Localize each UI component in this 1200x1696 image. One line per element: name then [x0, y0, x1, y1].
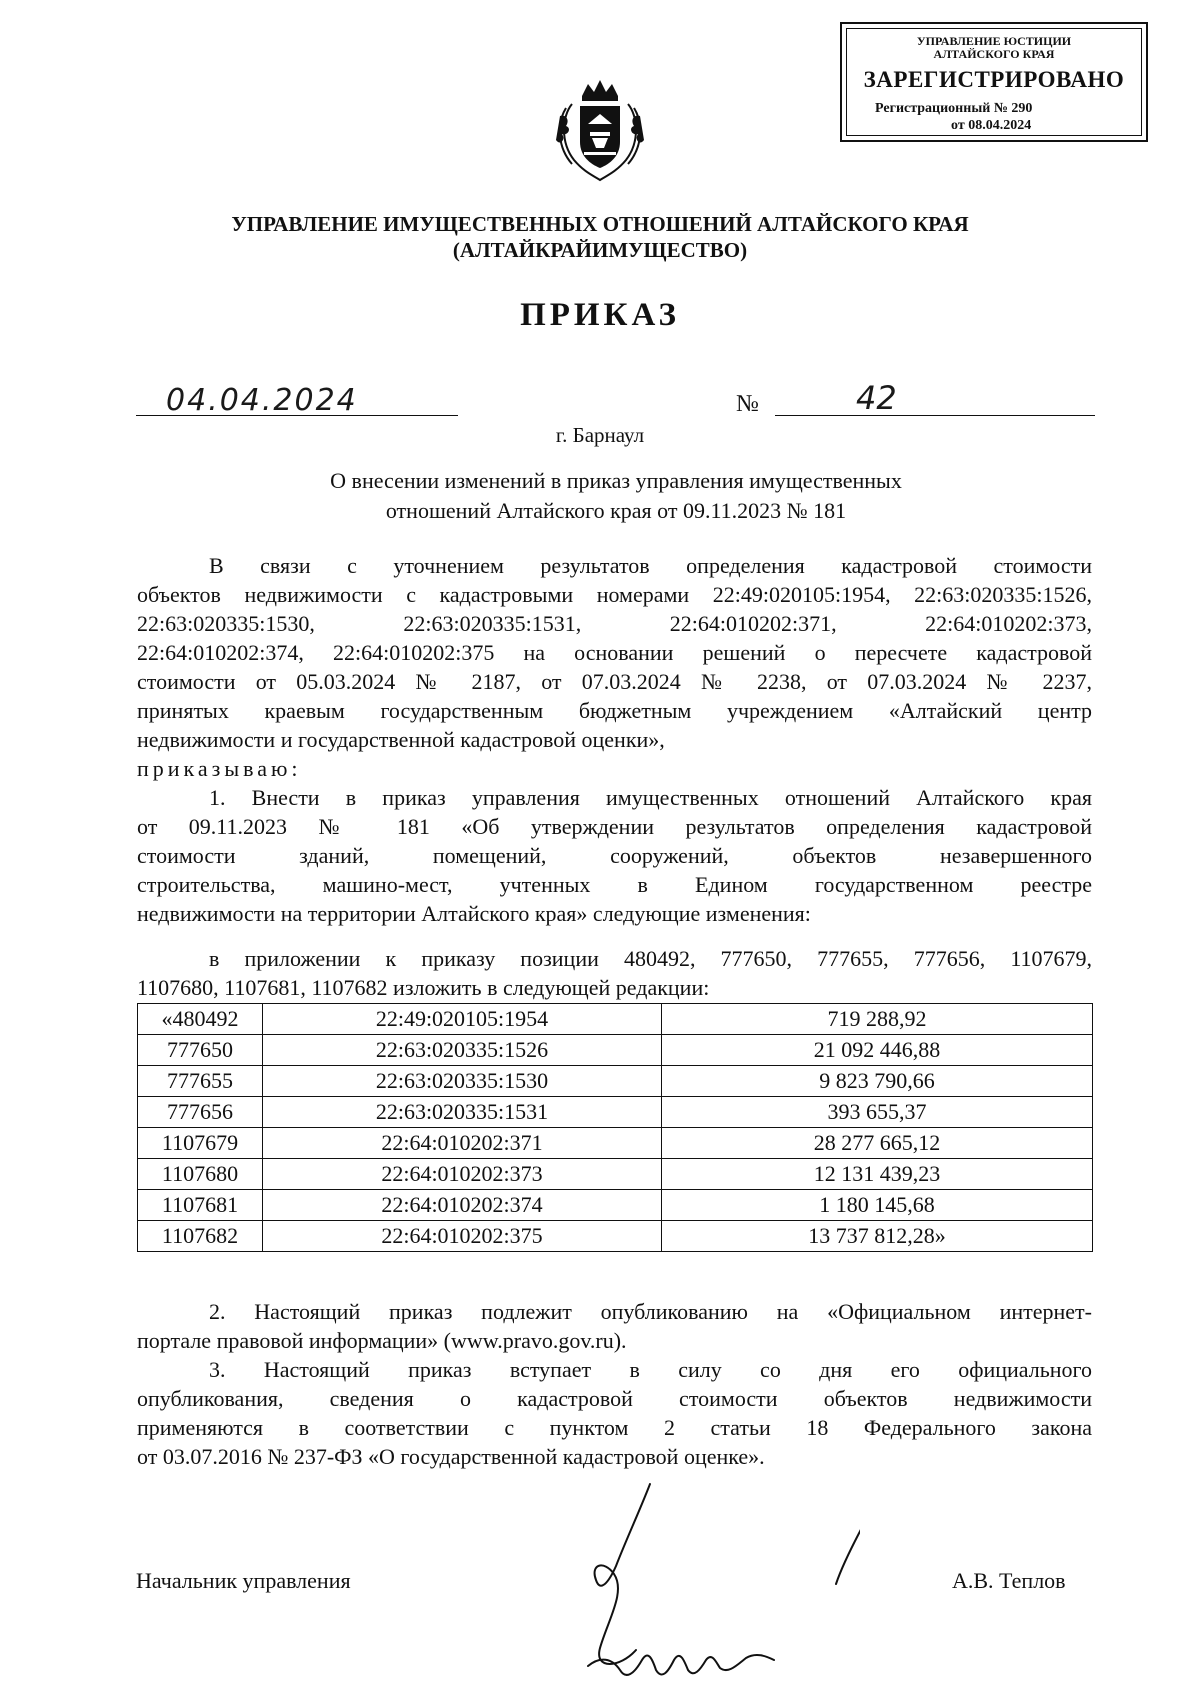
table-row — [138, 1035, 1093, 1066]
table-row — [138, 1190, 1093, 1221]
cadastral-number-cell: 22:64:010202:375 — [263, 1221, 662, 1252]
position-cell: 1107679 — [138, 1128, 263, 1159]
item-2-line2: портале правовой информации» (www.pravo.gov.ru). — [137, 1328, 627, 1353]
signatory-role: Начальник управления — [136, 1568, 351, 1593]
position-cell: «480492 — [138, 1004, 263, 1035]
item-1-sub-line1: в приложении к приказу позиции 480492, 777650, 777655, 777656, 1107679, — [209, 946, 1092, 971]
paragraph-1-line2: объектов недвижимости с кадастровыми номерами 22:49:020105:1954, 22:63:020335:1526, — [137, 582, 1092, 607]
item-1-line5: недвижимости на территории Алтайского края» следующие изменения: — [137, 901, 811, 926]
position-cell: 777655 — [138, 1066, 263, 1097]
position-cell: 1107682 — [138, 1221, 263, 1252]
paragraph-1-line1: В связи с уточнением результатов определения кадастровой стоимости — [209, 553, 1092, 578]
signatory-name: А.В. Теплов — [952, 1568, 1066, 1593]
organization-name: УПРАВЛЕНИЕ ИМУЩЕСТВЕННЫХ ОТНОШЕНИЙ АЛТАЙСКОГО КРАЯ — [231, 212, 969, 236]
stamp-org-line2: АЛТАЙСКОГО КРАЯ — [933, 47, 1055, 61]
table-row — [138, 1066, 1093, 1097]
stamp-inner-frame — [846, 28, 1142, 136]
cadastral-value-cell: 28 277 665,12 — [662, 1128, 1093, 1159]
date-underline — [136, 415, 458, 416]
item-1-line2: от 09.11.2023 № 181 «Об утверждении результатов определения кадастровой — [137, 814, 1092, 839]
handwritten-date: 04.04.2024 — [166, 383, 358, 418]
order-word: приказываю: — [137, 756, 302, 781]
stamp-reg-number: Регистрационный № 290 — [875, 101, 1033, 116]
cadastral-value-cell: 21 092 446,88 — [662, 1035, 1093, 1066]
number-underline — [775, 415, 1095, 416]
cadastral-number-cell: 22:63:020335:1531 — [263, 1097, 662, 1128]
table-row — [138, 1004, 1093, 1035]
paragraph-1-line6: принятых краевым государственным бюджетным учреждением «Алтайский центр — [137, 698, 1092, 723]
registration-stamp — [840, 22, 1148, 142]
table-row — [138, 1159, 1093, 1190]
cadastral-number-cell: 22:64:010202:373 — [263, 1159, 662, 1190]
position-cell: 777650 — [138, 1035, 263, 1066]
handwritten-number: 42 — [856, 379, 897, 417]
item-1-line3: стоимости зданий, помещений, сооружений, объектов незавершенного — [137, 843, 1092, 868]
item-2-line1: 2. Настоящий приказ подлежит опубликованию на «Официальном интернет- — [209, 1299, 1092, 1324]
cadastral-value-cell: 9 823 790,66 — [662, 1066, 1093, 1097]
subject-line1: О внесении изменений в приказ управления имущественных — [330, 468, 902, 493]
position-cell: 1107680 — [138, 1159, 263, 1190]
table-row — [138, 1221, 1093, 1252]
item-1-line4: строительства, машино-мест, учтенных в Едином государственном реестре — [137, 872, 1092, 897]
item-1-sub-line2: 1107680, 1107681, 1107682 изложить в следующей редакции: — [137, 975, 710, 1000]
stamp-org-line1: УПРАВЛЕНИЕ ЮСТИЦИИ — [916, 34, 1072, 48]
cadastral-number-cell: 22:63:020335:1526 — [263, 1035, 662, 1066]
position-cell: 1107681 — [138, 1190, 263, 1221]
organization-short-name: (АЛТАЙКРАЙИМУЩЕСТВО) — [452, 238, 748, 262]
cadastral-value-cell: 719 288,92 — [662, 1004, 1093, 1035]
handwritten-signature — [560, 1480, 860, 1690]
cadastral-value-table — [137, 1003, 1093, 1252]
stamp-title: ЗАРЕГИСТРИРОВАНО — [863, 67, 1125, 92]
cadastral-number-cell: 22:63:020335:1530 — [263, 1066, 662, 1097]
number-sign: № — [736, 391, 759, 417]
city: г. Барнаул — [555, 423, 645, 447]
item-3-line2: опубликования, сведения о кадастровой стоимости объектов недвижимости — [137, 1386, 1092, 1411]
document-title: ПРИКАЗ — [520, 297, 680, 333]
cadastral-number-cell: 22:64:010202:371 — [263, 1128, 662, 1159]
item-3-line4: от 03.07.2016 № 237-ФЗ «О государственной кадастровой оценке». — [137, 1444, 765, 1469]
paragraph-1-line4: 22:64:010202:374, 22:64:010202:375 на основании решений о пересчете кадастровой — [137, 640, 1092, 665]
subject-line2: отношений Алтайского края от 09.11.2023 № 181 — [385, 498, 847, 523]
item-3-line3: применяются в соответствии с пунктом 2 статьи 18 Федерального закона — [137, 1415, 1092, 1440]
paragraph-1-line3: 22:63:020335:1530, 22:63:020335:1531, 22:64:010202:371, 22:64:010202:373, — [137, 611, 1092, 636]
cadastral-number-cell: 22:49:020105:1954 — [263, 1004, 662, 1035]
cadastral-value-cell: 12 131 439,23 — [662, 1159, 1093, 1190]
paragraph-1-line5: стоимости от 05.03.2024 № 2187, от 07.03.2024 № 2238, от 07.03.2024 № 2237, — [137, 669, 1092, 694]
table-row — [138, 1128, 1093, 1159]
cadastral-value-cell: 1 180 145,68 — [662, 1190, 1093, 1221]
cadastral-value-cell: 13 737 812,28» — [662, 1221, 1093, 1252]
item-3-line1: 3. Настоящий приказ вступает в силу со дня его официального — [209, 1357, 1092, 1382]
stamp-reg-date: от 08.04.2024 — [951, 118, 1032, 133]
coat-of-arms-icon — [552, 76, 648, 184]
paragraph-1-line7: недвижимости и государственной кадастровой оценки», — [137, 727, 665, 752]
cadastral-number-cell: 22:64:010202:374 — [263, 1190, 662, 1221]
item-1-line1: 1. Внести в приказ управления имущественных отношений Алтайского края — [209, 785, 1092, 810]
cadastral-value-cell: 393 655,37 — [662, 1097, 1093, 1128]
table-row — [138, 1097, 1093, 1128]
position-cell: 777656 — [138, 1097, 263, 1128]
